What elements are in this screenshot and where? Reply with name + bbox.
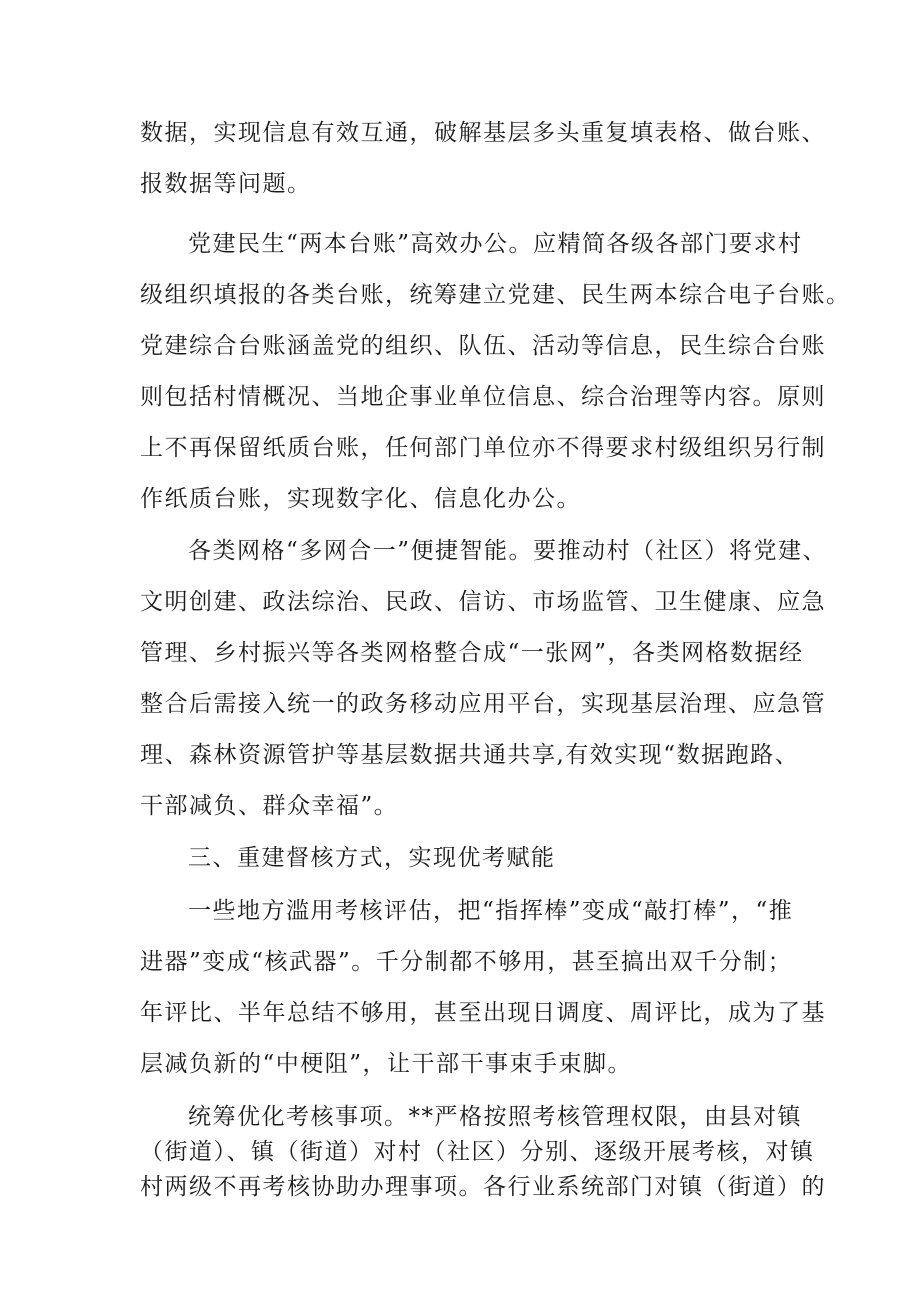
text-line: 各类网格“多网合一”便捷智能。要推动村（社区）将党建、 bbox=[188, 538, 828, 564]
paragraph-1 bbox=[140, 108, 826, 210]
text-line: 党建综合台账涵盖党的组织、队伍、活动等信息，民生综合台账 bbox=[140, 333, 826, 359]
text-line: 管理、乡村振兴等各类网格整合成“一张网”，各类网格数据经 bbox=[140, 640, 804, 666]
paragraph-5 bbox=[140, 1100, 826, 1205]
text-line: 则包括村情概况、当地企事业单位信息、综合治理等内容。原则 bbox=[140, 384, 826, 410]
paragraph-3 bbox=[140, 526, 828, 832]
text-line: 村两级不再考核协助办理事项。各行业系统部门对镇（街道）的 bbox=[140, 1174, 826, 1200]
text-line: 年评比、半年总结不够用，甚至出现日调度、周评比，成为了基 bbox=[140, 1000, 826, 1026]
text-line: 上不再保留纸质台账，任何部门单位亦不得要求村级组织另行制 bbox=[140, 435, 826, 461]
section-heading-text: 三、重建督核方式，实现优考赋能 bbox=[188, 845, 556, 871]
paragraph-2 bbox=[140, 219, 851, 525]
text-line: 一些地方滥用考核评估，把“指挥棒”变成“敲打棒”，“推 bbox=[188, 898, 794, 924]
text-line: 层减负新的“中梗阻”，让干部干事束手束脚。 bbox=[140, 1051, 633, 1077]
text-line: 数据，实现信息有效互通，破解基层多头重复填表格、做台账、 bbox=[140, 120, 826, 146]
text-line: 级组织填报的各类台账，统筹建立党建、民生两本综合电子台账。 bbox=[140, 282, 851, 308]
text-line: （街道）、镇（街道）对村（社区）分别、逐级开展考核，对镇 bbox=[140, 1139, 815, 1165]
text-line: 报数据等问题。 bbox=[140, 171, 312, 197]
paragraph-4 bbox=[140, 886, 826, 1090]
text-line: 党建民生“两本台账”高效办公。应精简各级各部门要求村 bbox=[188, 231, 803, 257]
text-line: 整合后需接入统一的政务移动应用平台，实现基层治理、应急管 bbox=[140, 691, 826, 717]
text-line: 统筹优化考核事项。**严格按照考核管理权限，由县对镇 bbox=[188, 1104, 802, 1130]
text-line: 进器”变成“核武器”。千分制都不够用，甚至搞出双千分制； bbox=[140, 949, 793, 975]
text-line: 干部减负、群众幸福”。 bbox=[140, 793, 399, 819]
text-line: 文明创建、政法综治、民政、信访、市场监管、卫生健康、应急 bbox=[140, 589, 826, 615]
text-line: 理、森林资源管护等基层数据共通共享,有效实现“数据跑路、 bbox=[140, 742, 800, 768]
section-heading bbox=[140, 833, 782, 884]
text-line: 作纸质台账，实现数字化、信息化办公。 bbox=[140, 486, 581, 512]
